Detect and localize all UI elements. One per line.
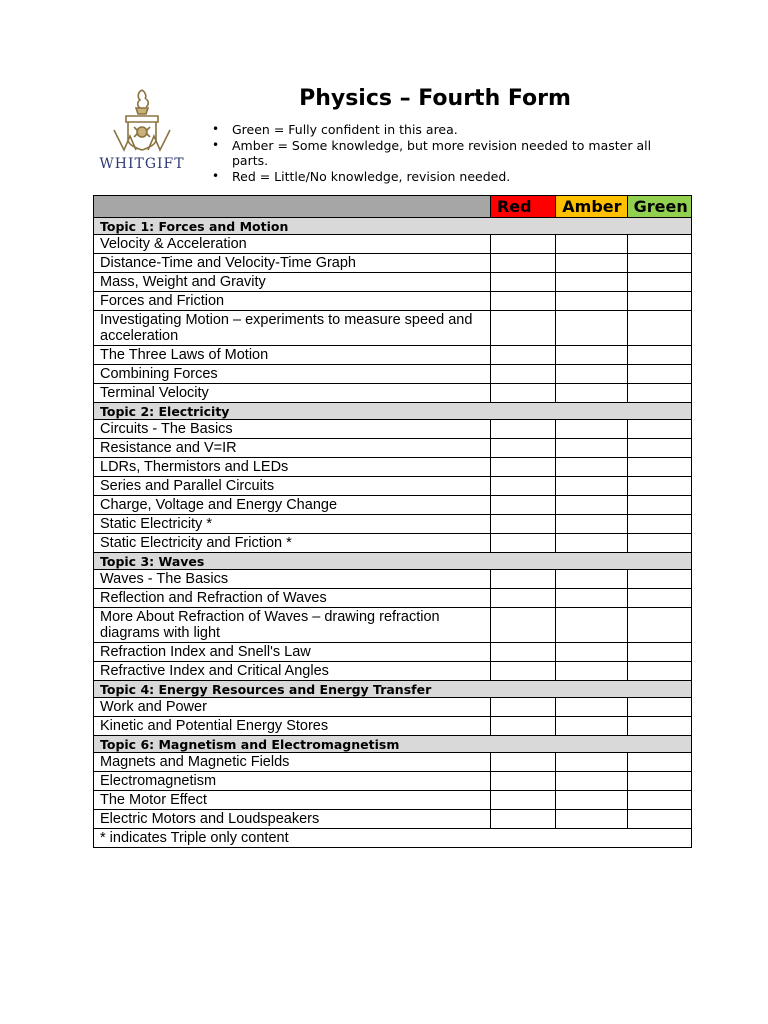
rating-cell-green[interactable] <box>627 662 691 681</box>
rating-cell-red[interactable] <box>490 384 555 403</box>
rating-cell-red[interactable] <box>490 608 555 643</box>
rating-cell-amber[interactable] <box>556 662 627 681</box>
page-title: Physics – Fourth Form <box>299 86 571 111</box>
rating-cell-amber[interactable] <box>556 477 627 496</box>
header-blank-cell <box>94 196 491 218</box>
rating-cell-amber[interactable] <box>556 365 627 384</box>
rating-cell-amber[interactable] <box>556 608 627 643</box>
rating-cell-green[interactable] <box>627 772 691 791</box>
rating-cell-green[interactable] <box>627 589 691 608</box>
table-row <box>94 643 692 662</box>
topic-row <box>94 218 692 235</box>
topic-item-label: Velocity & Acceleration <box>94 235 491 254</box>
topic-row <box>94 736 692 753</box>
rating-cell-green[interactable] <box>627 458 691 477</box>
rating-cell-green[interactable] <box>627 346 691 365</box>
table-row <box>94 772 692 791</box>
rating-cell-amber[interactable] <box>556 515 627 534</box>
topic-item-label: Static Electricity and Friction * <box>94 534 491 553</box>
rating-cell-amber[interactable] <box>556 420 627 439</box>
table-row <box>94 292 692 311</box>
topic-item-label: The Three Laws of Motion <box>94 346 491 365</box>
table-row <box>94 254 692 273</box>
legend-item-green: • Green = Fully confident in this area. <box>212 122 682 138</box>
table-row <box>94 589 692 608</box>
table-row <box>94 570 692 589</box>
rating-cell-red[interactable] <box>490 365 555 384</box>
topic-item-label: LDRs, Thermistors and LEDs <box>94 458 491 477</box>
crest-icon <box>96 86 188 156</box>
rating-cell-red[interactable] <box>490 570 555 589</box>
rating-cell-amber[interactable] <box>556 810 627 829</box>
rating-cell-green[interactable] <box>627 515 691 534</box>
rating-cell-green[interactable] <box>627 608 691 643</box>
rating-cell-red[interactable] <box>490 515 555 534</box>
rating-cell-amber[interactable] <box>556 643 627 662</box>
legend-item-red: • Red = Little/No knowledge, revision needed. <box>212 169 682 185</box>
table-row <box>94 458 692 477</box>
rating-cell-red[interactable] <box>490 717 555 736</box>
table-row <box>94 273 692 292</box>
topic-row <box>94 553 692 570</box>
rating-cell-amber[interactable] <box>556 273 627 292</box>
column-header-red: Red <box>490 196 555 218</box>
rating-cell-red[interactable] <box>490 698 555 717</box>
topic-item-label: More About Refraction of Waves – drawing refraction diagrams with light <box>94 608 491 643</box>
rating-cell-red[interactable] <box>490 254 555 273</box>
rating-cell-green[interactable] <box>627 365 691 384</box>
checklist-table <box>93 195 692 848</box>
rating-cell-red[interactable] <box>490 292 555 311</box>
rating-cell-red[interactable] <box>490 477 555 496</box>
topic-item-label: Forces and Friction <box>94 292 491 311</box>
rating-cell-green[interactable] <box>627 273 691 292</box>
table-row <box>94 534 692 553</box>
topic-item-label: Static Electricity * <box>94 515 491 534</box>
table-row <box>94 662 692 681</box>
rating-cell-red[interactable] <box>490 662 555 681</box>
legend-list <box>212 122 682 184</box>
table-row <box>94 439 692 458</box>
rating-cell-green[interactable] <box>627 717 691 736</box>
school-logo <box>96 86 188 178</box>
rating-cell-green[interactable] <box>627 292 691 311</box>
topic-item-label: Series and Parallel Circuits <box>94 477 491 496</box>
topic-item-label: Resistance and V=IR <box>94 439 491 458</box>
topic-item-label: Investigating Motion – experiments to measure speed and acceleration <box>94 311 491 346</box>
rating-cell-amber[interactable] <box>556 791 627 810</box>
topic-item-label: Circuits - The Basics <box>94 420 491 439</box>
rating-cell-green[interactable] <box>627 810 691 829</box>
header-row <box>94 196 692 218</box>
table-row <box>94 365 692 384</box>
rating-cell-red[interactable] <box>490 753 555 772</box>
rating-cell-amber[interactable] <box>556 346 627 365</box>
topic-item-label: Refraction Index and Snell's Law <box>94 643 491 662</box>
topic-item-label: Terminal Velocity <box>94 384 491 403</box>
rating-cell-green[interactable] <box>627 496 691 515</box>
rating-cell-red[interactable] <box>490 420 555 439</box>
topic-item-label: Reflection and Refraction of Waves <box>94 589 491 608</box>
rating-cell-red[interactable] <box>490 346 555 365</box>
topic-item-label: The Motor Effect <box>94 791 491 810</box>
rating-cell-red[interactable] <box>490 534 555 553</box>
rating-cell-red[interactable] <box>490 311 555 346</box>
rating-cell-green[interactable] <box>627 235 691 254</box>
rating-cell-amber[interactable] <box>556 384 627 403</box>
topic-heading: Topic 1: Forces and Motion <box>94 218 692 235</box>
checklist-body <box>94 218 692 848</box>
topic-heading: Topic 6: Magnetism and Electromagnetism <box>94 736 692 753</box>
column-header-amber: Amber <box>556 196 627 218</box>
topic-item-label: Electromagnetism <box>94 772 491 791</box>
rating-cell-red[interactable] <box>490 273 555 292</box>
footnote-row <box>94 829 692 848</box>
topic-item-label: Waves - The Basics <box>94 570 491 589</box>
rating-cell-green[interactable] <box>627 384 691 403</box>
topic-item-label: Work and Power <box>94 698 491 717</box>
rating-cell-green[interactable] <box>627 534 691 553</box>
table-row <box>94 477 692 496</box>
topic-heading: Topic 2: Electricity <box>94 403 692 420</box>
rating-cell-amber[interactable] <box>556 570 627 589</box>
footnote: * indicates Triple only content <box>94 829 692 848</box>
rating-cell-amber[interactable] <box>556 717 627 736</box>
column-header-green: Green <box>627 196 691 218</box>
rating-cell-green[interactable] <box>627 254 691 273</box>
rating-cell-red[interactable] <box>490 439 555 458</box>
topic-heading: Topic 3: Waves <box>94 553 692 570</box>
rating-cell-red[interactable] <box>490 772 555 791</box>
table-row <box>94 496 692 515</box>
rating-cell-amber[interactable] <box>556 589 627 608</box>
topic-item-label: Distance-Time and Velocity-Time Graph <box>94 254 491 273</box>
rating-cell-red[interactable] <box>490 235 555 254</box>
topic-heading: Topic 4: Energy Resources and Energy Transfer <box>94 681 692 698</box>
rating-cell-green[interactable] <box>627 791 691 810</box>
rating-cell-red[interactable] <box>490 458 555 477</box>
table-row <box>94 810 692 829</box>
table-row <box>94 235 692 254</box>
topic-item-label: Charge, Voltage and Energy Change <box>94 496 491 515</box>
rating-cell-amber[interactable] <box>556 698 627 717</box>
rating-cell-amber[interactable] <box>556 534 627 553</box>
rating-cell-green[interactable] <box>627 643 691 662</box>
rating-cell-green[interactable] <box>627 753 691 772</box>
topic-row <box>94 681 692 698</box>
rating-cell-red[interactable] <box>490 496 555 515</box>
rating-cell-green[interactable] <box>627 420 691 439</box>
table-row <box>94 753 692 772</box>
table-row <box>94 717 692 736</box>
rating-cell-amber[interactable] <box>556 311 627 346</box>
rating-cell-green[interactable] <box>627 439 691 458</box>
topic-row <box>94 403 692 420</box>
table-row <box>94 791 692 810</box>
topic-item-label: Combining Forces <box>94 365 491 384</box>
rating-cell-green[interactable] <box>627 698 691 717</box>
rating-cell-amber[interactable] <box>556 254 627 273</box>
legend-item-amber: • Amber = Some knowledge, but more revision needed to master all parts. <box>212 138 682 169</box>
topic-item-label: Magnets and Magnetic Fields <box>94 753 491 772</box>
topic-item-label: Kinetic and Potential Energy Stores <box>94 717 491 736</box>
table-row <box>94 515 692 534</box>
rating-cell-green[interactable] <box>627 311 691 346</box>
rating-cell-green[interactable] <box>627 570 691 589</box>
rating-cell-amber[interactable] <box>556 753 627 772</box>
rating-cell-green[interactable] <box>627 477 691 496</box>
topic-item-label: Electric Motors and Loudspeakers <box>94 810 491 829</box>
rating-cell-red[interactable] <box>490 589 555 608</box>
rating-cell-amber[interactable] <box>556 439 627 458</box>
rating-cell-amber[interactable] <box>556 772 627 791</box>
rating-cell-amber[interactable] <box>556 496 627 515</box>
table-row <box>94 384 692 403</box>
table-row <box>94 698 692 717</box>
table-row <box>94 311 692 346</box>
table-row <box>94 346 692 365</box>
rating-cell-amber[interactable] <box>556 458 627 477</box>
topic-item-label: Refractive Index and Critical Angles <box>94 662 491 681</box>
topic-item-label: Mass, Weight and Gravity <box>94 273 491 292</box>
rating-cell-amber[interactable] <box>556 292 627 311</box>
table-row <box>94 608 692 643</box>
logo-text: WHITGIFT <box>99 156 185 172</box>
rating-cell-red[interactable] <box>490 791 555 810</box>
rating-cell-red[interactable] <box>490 810 555 829</box>
rating-cell-red[interactable] <box>490 643 555 662</box>
table-row <box>94 420 692 439</box>
rating-cell-amber[interactable] <box>556 235 627 254</box>
